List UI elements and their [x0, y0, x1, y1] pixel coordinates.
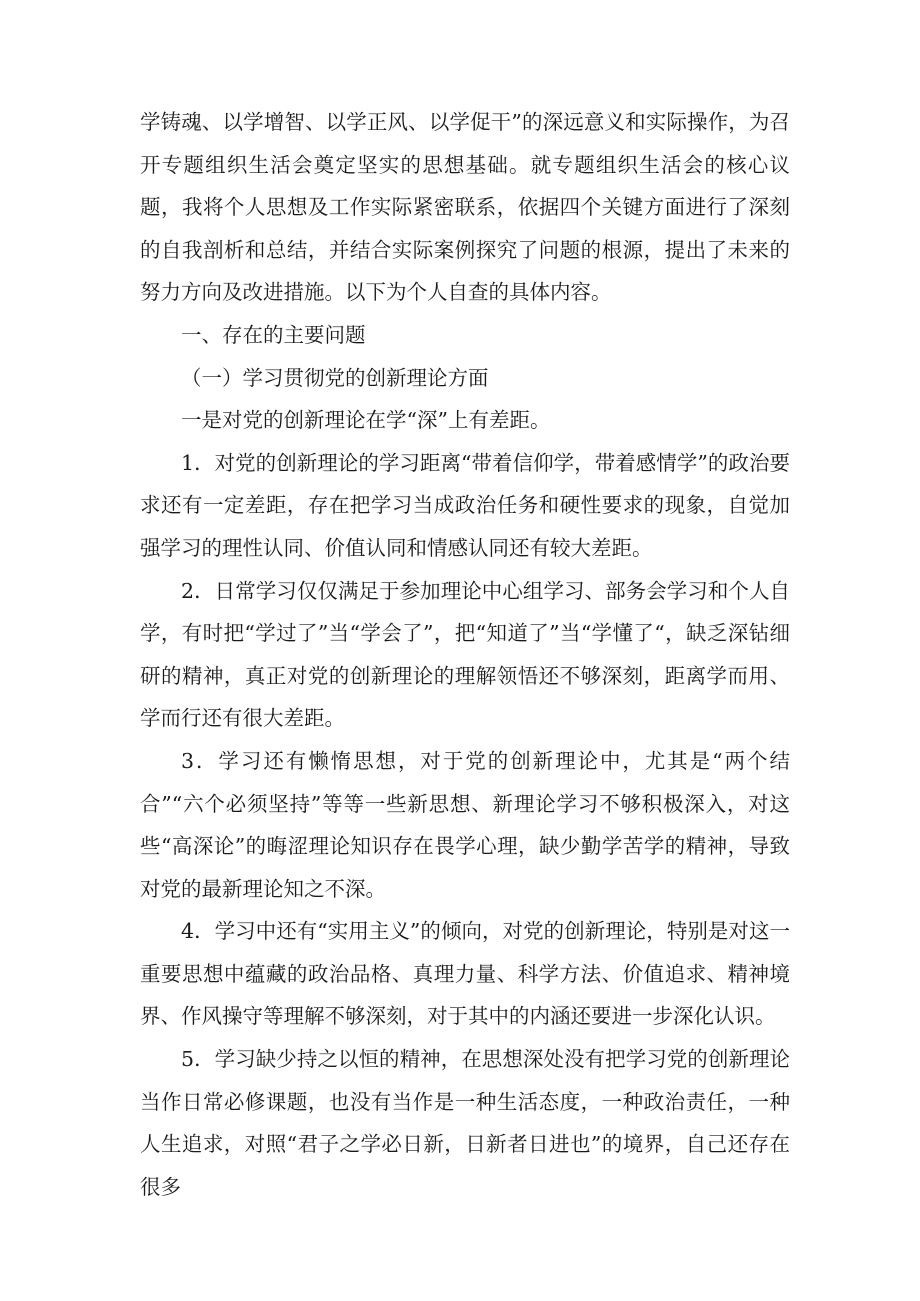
point-heading-depth-gap: 一是对党的创新理论在学“深”上有差距。	[181, 408, 551, 433]
section-heading-main-problems: 一、存在的主要问题	[181, 322, 366, 347]
paragraph-item-4: 4．学习中还有“实用主义”的倾向，对党的创新理论，特别是对这一重要思想中蕴藏的政治品格、真理力量、科学方法、价值追求、精神境界、作风操守等理解不够深刻，对于其中的内涵还要进一步深化认识。	[140, 919, 790, 1029]
paragraph-item-3: 3．学习还有懒惰思想，对于党的创新理论中，尤其是“两个结合”“六个必须坚持”等等一些新思想、新理论学习不够积极深入，对这些“高深论”的晦涩理论知识存在畏学心理，缺少勤学苦学的精神，导致对党的最新理论知之不深。	[140, 748, 790, 901]
paragraph-item-1: 1．对党的创新理论的学习距离“带着信仰学，带着感情学”的政治要求还有一定差距，存在把学习当成政治任务和硬性要求的现象，自觉加强学习的理性认同、价值认同和情感认同还有较大差距。	[140, 450, 790, 560]
paragraph-item-2: 2．日常学习仅仅满足于参加理论中心组学习、部务会学习和个人自学，有时把“学过了”当“学会了”，把“知道了”当“学懂了“，缺乏深钻细研的精神，真正对党的创新理论的理解领悟还不够深刻，距离学而用、学而行还有很大差距。	[140, 578, 790, 731]
document-body	[140, 101, 790, 1208]
subsection-heading-theory-study: （一）学习贯彻党的创新理论方面	[181, 365, 489, 390]
paragraph-intro-continuation: 学铸魂、以学增智、以学正风、以学促干”的深远意义和实际操作，为召开专题组织生活会奠定坚实的思想基础。就专题组织生活会的核心议题，我将个人思想及工作实际紧密联系，依据四个关键方面进行了深刻的自我剖析和总结，并结合实际案例探究了问题的根源，提出了未来的努力方向及改进措施。以下为个人自查的具体内容。	[140, 110, 790, 305]
paragraph-item-5: 5．学习缺少持之以恒的精神，在思想深处没有把学习党的创新理论当作日常必修课题，也没有当作是一种生活态度，一种政治责任，一种人生追求，对照“君子之学必日新，日新者日进也”的境界，自己还存在很多	[140, 1047, 790, 1199]
